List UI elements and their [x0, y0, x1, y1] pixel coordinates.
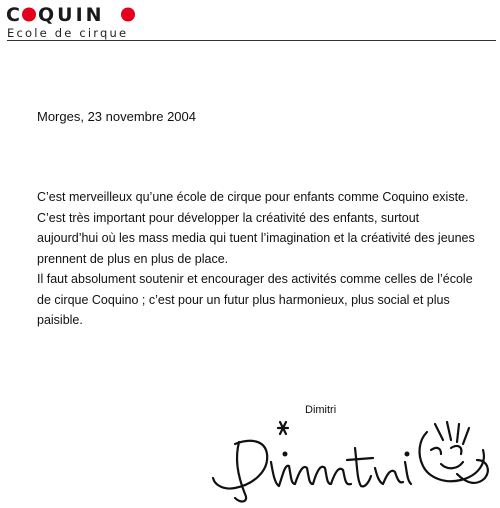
svg-text:QUIN: QUIN	[38, 4, 105, 26]
letter-line: Il faut absolument soutenir et encourager des activités comme celles de l’école	[37, 272, 473, 286]
letter-line: C’est merveilleux qu’une école de cirque pour enfants comme Coquino existe.	[37, 190, 469, 204]
letterhead-divider	[7, 40, 496, 41]
signer-name: Dimitri	[305, 404, 337, 416]
letter-line: paisible.	[37, 313, 83, 327]
letter-body	[37, 187, 492, 331]
letter-line: de cirque Coquino ; c’est pour un futur plus harmonieux, plus social et plus	[37, 292, 450, 307]
letterhead-tagline: Ecole de cirque	[7, 26, 129, 40]
handwritten-signature	[205, 414, 495, 506]
letter-line: aujourd’hui où les mass media qui tuent l’imagination et la créativité des jeunes	[37, 231, 475, 245]
letter-date: Morges, 23 novembre 2004	[37, 109, 196, 124]
coquino-logo	[6, 4, 146, 26]
letter-line: C’est très important pour développer la créativité des enfants, surtout	[37, 210, 420, 225]
svg-text:C: C	[6, 4, 20, 26]
logo-red-ball-icon	[121, 8, 135, 22]
letter-line: prennent de plus en plus de place.	[37, 251, 229, 266]
logo-red-nose-icon	[22, 8, 36, 22]
